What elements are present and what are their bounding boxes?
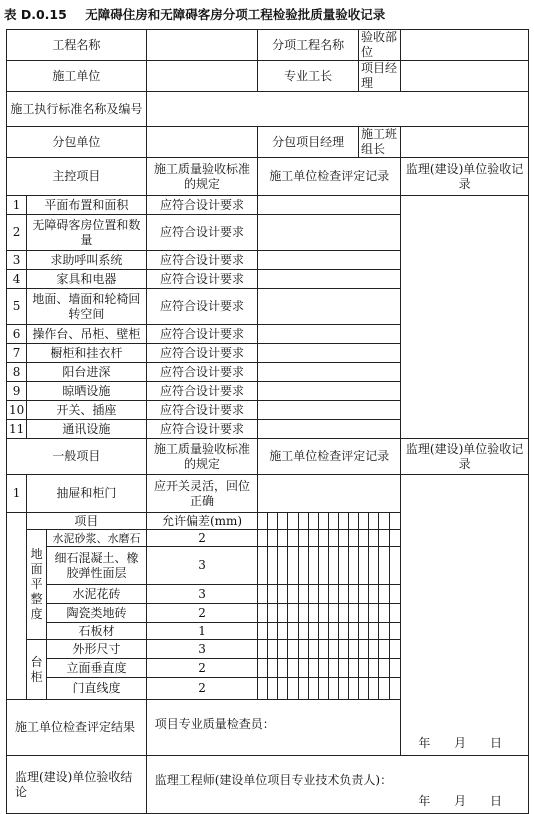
tolerance-item-name: 水泥花砖 xyxy=(47,585,147,604)
grid-cell[interactable] xyxy=(369,604,379,623)
grid-cell[interactable] xyxy=(338,623,348,640)
grid-cell[interactable] xyxy=(379,530,390,547)
grid-cell[interactable] xyxy=(328,585,338,604)
grid-cell[interactable] xyxy=(278,513,288,530)
grid-cell[interactable] xyxy=(278,623,288,640)
item-name: 求助呼叫系统 xyxy=(27,251,147,270)
grid-cell[interactable] xyxy=(338,659,348,678)
grid-cell[interactable] xyxy=(298,678,308,700)
contractor-label: 施工单位 xyxy=(7,61,147,92)
grid-cell[interactable] xyxy=(390,530,401,547)
tolerance-item-name: 陶瓷类地砖 xyxy=(47,604,147,623)
grid-cell[interactable] xyxy=(379,640,390,659)
grid-cell[interactable] xyxy=(390,604,401,623)
grid-cell[interactable] xyxy=(348,678,358,700)
cabinet-group: 台柜 xyxy=(27,640,47,700)
grid-cell[interactable] xyxy=(390,585,401,604)
grid-cell[interactable] xyxy=(288,513,298,530)
grid-cell[interactable] xyxy=(288,585,298,604)
grid-cell[interactable] xyxy=(369,585,379,604)
item-check-cell[interactable] xyxy=(258,420,401,439)
item-spec: 应符合设计要求 xyxy=(146,270,258,289)
sub-project-manager-label: 分包项目经理 xyxy=(258,127,359,158)
grid-cell[interactable] xyxy=(308,659,318,678)
tolerance-value-header: 允许偏差(mm) xyxy=(146,513,258,530)
grid-cell[interactable] xyxy=(288,659,298,678)
item-spec: 应符合设计要求 xyxy=(146,382,258,401)
item-check-cell[interactable] xyxy=(258,382,401,401)
title-text: 无障碍住房和无障碍客房分项工程检验批质量验收记录 xyxy=(85,7,386,22)
grid-cell[interactable] xyxy=(298,623,308,640)
project-manager-value[interactable] xyxy=(401,61,529,92)
item-spec: 应符合设计要求 xyxy=(146,215,258,251)
item-no: 9 xyxy=(7,382,27,401)
grid-cell[interactable] xyxy=(348,585,358,604)
supervision-result-cell[interactable] xyxy=(146,756,528,814)
tolerance-value: 2 xyxy=(146,604,258,623)
grid-cell[interactable] xyxy=(338,640,348,659)
grid-cell[interactable] xyxy=(298,659,308,678)
tolerance-item-name: 细石混凝土、橡胶弹性面层 xyxy=(47,547,147,585)
item-check-cell[interactable] xyxy=(258,270,401,289)
grid-cell[interactable] xyxy=(308,604,318,623)
grid-cell[interactable] xyxy=(298,640,308,659)
inspection-location-value[interactable] xyxy=(401,30,529,61)
grid-cell[interactable] xyxy=(358,623,368,640)
grid-cell[interactable] xyxy=(308,513,318,530)
item-check-cell[interactable] xyxy=(258,289,401,325)
quality-inspector-label: 项目专业质量检查员： xyxy=(154,716,275,731)
grid-cell[interactable] xyxy=(328,547,338,585)
tolerance-value: 3 xyxy=(146,585,258,604)
item-spec: 应符合设计要求 xyxy=(146,363,258,382)
grid-cell[interactable] xyxy=(298,585,308,604)
grid-cell[interactable] xyxy=(348,530,358,547)
grid-cell[interactable] xyxy=(318,678,328,700)
grid-cell[interactable] xyxy=(358,640,368,659)
grid-cell[interactable] xyxy=(348,547,358,585)
standard-value[interactable] xyxy=(146,92,528,127)
grid-cell[interactable] xyxy=(268,623,278,640)
grid-cell[interactable] xyxy=(268,585,278,604)
grid-cell[interactable] xyxy=(348,623,358,640)
item-name: 橱柜和挂衣杆 xyxy=(27,344,147,363)
grid-cell[interactable] xyxy=(390,513,401,530)
grid-cell[interactable] xyxy=(288,623,298,640)
grid-cell[interactable] xyxy=(358,678,368,700)
grid-cell[interactable] xyxy=(379,678,390,700)
subcontractor-value[interactable] xyxy=(146,127,258,158)
item-no: 1 xyxy=(7,475,27,513)
general-section-header xyxy=(7,439,529,475)
tolerance-item-name: 立面垂直度 xyxy=(47,659,147,678)
grid-cell[interactable] xyxy=(369,659,379,678)
grid-cell[interactable] xyxy=(288,678,298,700)
item-check-cell[interactable] xyxy=(258,251,401,270)
main-check-header: 施工单位检查评定记录 xyxy=(258,158,401,196)
item-name: 开关、插座 xyxy=(27,401,147,420)
item-name: 抽屉和柜门 xyxy=(27,475,147,513)
main-supervision-header: 监理(建设)单位验收记录 xyxy=(401,158,529,196)
grid-cell[interactable] xyxy=(258,547,268,585)
contractor-result-cell[interactable] xyxy=(146,700,528,756)
tolerance-item-header: 项目 xyxy=(27,513,147,530)
item-check-cell[interactable] xyxy=(258,215,401,251)
grid-cell[interactable] xyxy=(308,623,318,640)
grid-cell[interactable] xyxy=(318,623,328,640)
grid-cell[interactable] xyxy=(288,604,298,623)
grid-cell[interactable] xyxy=(348,513,358,530)
item-check-cell[interactable] xyxy=(258,344,401,363)
item-spec: 应符合设计要求 xyxy=(146,196,258,215)
grid-cell[interactable] xyxy=(379,659,390,678)
grid-cell[interactable] xyxy=(318,604,328,623)
project-name-label: 工程名称 xyxy=(7,30,147,61)
grid-cell[interactable] xyxy=(258,604,268,623)
grid-cell[interactable] xyxy=(308,678,318,700)
grid-cell[interactable] xyxy=(379,623,390,640)
supervision-date: 年 月 日 xyxy=(418,793,512,808)
project-name-value[interactable] xyxy=(146,30,258,61)
header-row-project xyxy=(7,30,529,61)
grid-cell[interactable] xyxy=(258,585,268,604)
grid-cell[interactable] xyxy=(328,623,338,640)
foreman-label: 专业工长 xyxy=(258,61,359,92)
item-name: 平面布置和面积 xyxy=(27,196,147,215)
grid-cell[interactable] xyxy=(268,530,278,547)
contractor-conclusion-row xyxy=(7,700,529,756)
item-spec: 应符合设计要求 xyxy=(146,344,258,363)
item-name: 操作台、吊柜、壁柜 xyxy=(27,325,147,344)
project-manager-label: 项目经理 xyxy=(358,61,400,92)
grid-cell[interactable] xyxy=(268,678,278,700)
tolerance-value: 2 xyxy=(146,659,258,678)
grid-cell[interactable] xyxy=(258,623,268,640)
grid-cell[interactable] xyxy=(379,547,390,585)
grid-cell[interactable] xyxy=(358,604,368,623)
item-spec: 应符合设计要求 xyxy=(146,325,258,344)
item-no: 8 xyxy=(7,363,27,382)
item-no: 2 xyxy=(7,215,27,251)
grid-cell[interactable] xyxy=(379,513,390,530)
grid-cell[interactable] xyxy=(369,623,379,640)
main-supervision-cell[interactable] xyxy=(401,196,529,439)
item-check-cell[interactable] xyxy=(258,401,401,420)
item-check-cell[interactable] xyxy=(258,475,401,513)
grid-cell[interactable] xyxy=(338,530,348,547)
grid-cell[interactable] xyxy=(369,513,379,530)
header-row-subcontractor xyxy=(7,127,529,158)
contractor-result-label: 施工单位检查评定结果 xyxy=(7,700,147,756)
item-name: 地面、墙面和轮椅回转空间 xyxy=(27,289,147,325)
grid-cell[interactable] xyxy=(298,547,308,585)
item-check-cell[interactable] xyxy=(258,325,401,344)
grid-cell[interactable] xyxy=(328,604,338,623)
grid-cell[interactable] xyxy=(278,547,288,585)
item-spec: 应符合设计要求 xyxy=(146,401,258,420)
floor-flatness-group: 地面平整度 xyxy=(27,530,47,640)
main-section-title: 主控项目 xyxy=(7,158,147,196)
header-row-contractor xyxy=(7,61,529,92)
grid-cell[interactable] xyxy=(318,640,328,659)
grid-cell[interactable] xyxy=(268,547,278,585)
tolerance-item-name: 石板材 xyxy=(47,623,147,640)
item-no: 10 xyxy=(7,401,27,420)
grid-cell[interactable] xyxy=(390,640,401,659)
grid-cell[interactable] xyxy=(379,585,390,604)
tolerance-value: 2 xyxy=(146,678,258,700)
grid-cell[interactable] xyxy=(328,678,338,700)
grid-cell[interactable] xyxy=(369,678,379,700)
grid-cell[interactable] xyxy=(358,513,368,530)
grid-cell[interactable] xyxy=(328,513,338,530)
main-item-row xyxy=(7,196,529,215)
grid-cell[interactable] xyxy=(379,604,390,623)
table-code: 表 D.0.15 xyxy=(4,7,67,22)
inspection-form-table xyxy=(6,29,529,814)
item-no: 6 xyxy=(7,325,27,344)
item-spec: 应开关灵活，回位正确 xyxy=(146,475,258,513)
item-no: 3 xyxy=(7,251,27,270)
tolerance-value: 1 xyxy=(146,623,258,640)
grid-cell[interactable] xyxy=(278,640,288,659)
tolerance-value: 2 xyxy=(146,530,258,547)
grid-cell[interactable] xyxy=(258,678,268,700)
grid-cell[interactable] xyxy=(338,678,348,700)
grid-cell[interactable] xyxy=(338,604,348,623)
standard-label: 施工执行标准名称及编号 xyxy=(7,92,147,127)
main-section-header xyxy=(7,158,529,196)
grid-cell[interactable] xyxy=(308,530,318,547)
grid-cell[interactable] xyxy=(318,513,328,530)
grid-cell[interactable] xyxy=(348,640,358,659)
grid-cell[interactable] xyxy=(338,513,348,530)
general-section-title: 一般项目 xyxy=(7,439,147,475)
grid-cell[interactable] xyxy=(358,585,368,604)
grid-cell[interactable] xyxy=(288,547,298,585)
general-supervision-header: 监理(建设)单位验收记录 xyxy=(401,439,529,475)
grid-cell[interactable] xyxy=(318,547,328,585)
subproject-name-label: 分项工程名称 xyxy=(258,30,359,61)
grid-cell[interactable] xyxy=(288,530,298,547)
item-spec: 应符合设计要求 xyxy=(146,289,258,325)
main-spec-header: 施工质量验收标准的规定 xyxy=(146,158,258,196)
item-no: 1 xyxy=(7,196,27,215)
grid-cell[interactable] xyxy=(390,547,401,585)
grid-cell[interactable] xyxy=(338,547,348,585)
header-row-standard xyxy=(7,92,529,127)
grid-cell[interactable] xyxy=(258,659,268,678)
grid-cell[interactable] xyxy=(268,513,278,530)
supervision-result-label: 监理(建设)单位验收结论 xyxy=(7,756,147,814)
item-spec: 应符合设计要求 xyxy=(146,251,258,270)
grid-cell[interactable] xyxy=(358,547,368,585)
item-name: 阳台进深 xyxy=(27,363,147,382)
grid-cell[interactable] xyxy=(278,530,288,547)
supervision-conclusion-row xyxy=(7,756,529,814)
grid-cell[interactable] xyxy=(308,640,318,659)
contractor-date: 年 月 日 xyxy=(418,735,512,750)
grid-cell[interactable] xyxy=(369,547,379,585)
grid-cell[interactable] xyxy=(268,640,278,659)
team-leader-value[interactable] xyxy=(401,127,529,158)
grid-cell[interactable] xyxy=(278,604,288,623)
item-name: 通讯设施 xyxy=(27,420,147,439)
grid-cell[interactable] xyxy=(258,530,268,547)
tolerance-item-name: 水泥砂浆、水磨石 xyxy=(47,530,147,547)
grid-cell[interactable] xyxy=(369,640,379,659)
team-leader-label: 施工班组长 xyxy=(358,127,400,158)
grid-cell[interactable] xyxy=(328,640,338,659)
item-check-cell[interactable] xyxy=(258,363,401,382)
item-name: 晾晒设施 xyxy=(27,382,147,401)
grid-cell[interactable] xyxy=(298,530,308,547)
subcontractor-label: 分包单位 xyxy=(7,127,147,158)
general-spec-header: 施工质量验收标准的规定 xyxy=(146,439,258,475)
item-spec: 应符合设计要求 xyxy=(146,420,258,439)
grid-cell[interactable] xyxy=(390,623,401,640)
grid-cell[interactable] xyxy=(390,659,401,678)
item-check-cell[interactable] xyxy=(258,196,401,215)
grid-cell[interactable] xyxy=(369,530,379,547)
item-no: 4 xyxy=(7,270,27,289)
inspection-location-label: 验收部位 xyxy=(358,30,400,61)
grid-cell[interactable] xyxy=(298,513,308,530)
grid-cell[interactable] xyxy=(318,530,328,547)
grid-cell[interactable] xyxy=(328,530,338,547)
item-no: 7 xyxy=(7,344,27,363)
grid-cell[interactable] xyxy=(390,678,401,700)
grid-cell[interactable] xyxy=(318,659,328,678)
tolerance-value: 3 xyxy=(146,547,258,585)
tolerance-value: 3 xyxy=(146,640,258,659)
document-title xyxy=(4,2,530,28)
tolerance-item-name: 外形尺寸 xyxy=(47,640,147,659)
grid-cell[interactable] xyxy=(298,604,308,623)
item-name: 家具和电器 xyxy=(27,270,147,289)
item-no: 11 xyxy=(7,420,27,439)
grid-cell[interactable] xyxy=(358,659,368,678)
contractor-value[interactable] xyxy=(146,61,258,92)
item-name: 无障碍客房位置和数量 xyxy=(27,215,147,251)
grid-cell[interactable] xyxy=(258,640,268,659)
grid-cell[interactable] xyxy=(268,659,278,678)
grid-cell[interactable] xyxy=(328,659,338,678)
item-no: 5 xyxy=(7,289,27,325)
item-no-blank xyxy=(7,513,27,700)
general-item-row xyxy=(7,475,529,513)
supervising-engineer-label: 监理工程师(建设单位项目专业技术负责人)： xyxy=(154,772,393,787)
grid-cell[interactable] xyxy=(318,585,328,604)
grid-cell[interactable] xyxy=(358,530,368,547)
tolerance-item-name: 门直线度 xyxy=(47,678,147,700)
grid-cell[interactable] xyxy=(258,513,268,530)
grid-cell[interactable] xyxy=(308,547,318,585)
grid-cell[interactable] xyxy=(348,604,358,623)
general-check-header: 施工单位检查评定记录 xyxy=(258,439,401,475)
grid-cell[interactable] xyxy=(268,604,278,623)
grid-cell[interactable] xyxy=(288,640,298,659)
grid-cell[interactable] xyxy=(278,585,288,604)
grid-cell[interactable] xyxy=(338,585,348,604)
grid-cell[interactable] xyxy=(278,659,288,678)
grid-cell[interactable] xyxy=(348,659,358,678)
grid-cell[interactable] xyxy=(278,678,288,700)
grid-cell[interactable] xyxy=(308,585,318,604)
